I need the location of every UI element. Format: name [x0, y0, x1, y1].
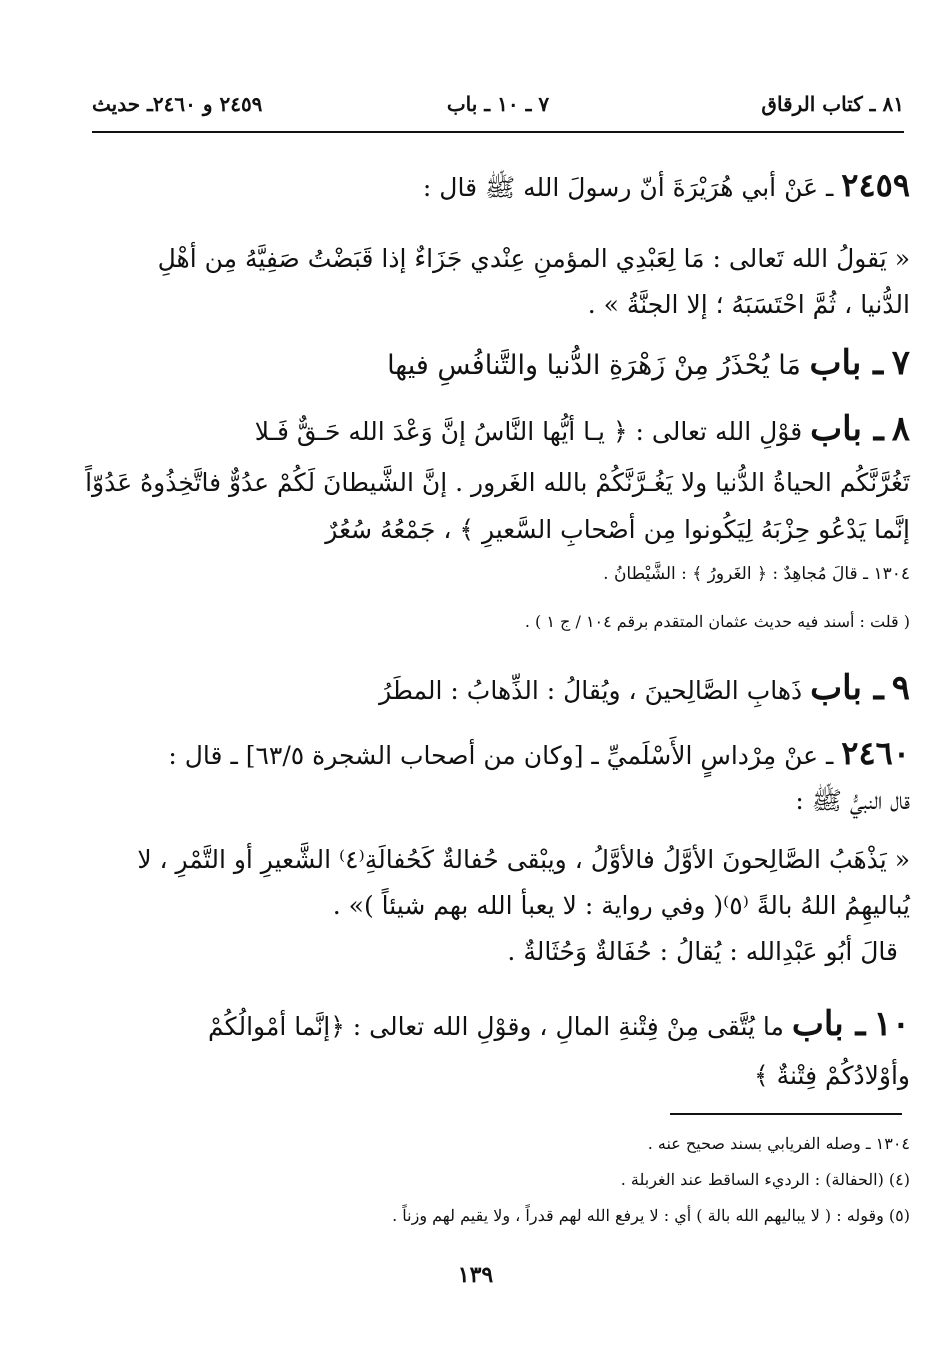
footnote-item: (٥) وقوله : ( لا يباليهم الله بالة ) أي : لا يرفع الله لهم قدراً ، ولا يقيم لهم وزناً .	[392, 1206, 910, 1225]
running-header	[92, 86, 904, 126]
bab-7-heading: ٧ ـ باب مَا يُحْذَرُ مِنْ زَهْرَةِ الدُّنيا والتَّنافُسِ فيها	[387, 343, 910, 383]
abu-abdillah-note: قالَ أبُو عَبْدِالله : يُقالُ : حُفَالةٌ وَحُثَالةٌ .	[507, 937, 898, 966]
hadith-2460-text	[88, 836, 910, 976]
bab-10-heading: ١٠ ـ باب ما يُتَّقى مِنْ فِتْنةِ المالِ ، وقوْلِ الله تعالى : ﴿إنَّما أمْوالُكُمْ وأوْلادُكُمْ فِتْنةٌ ﴾	[88, 998, 910, 1099]
bab-label: باب	[810, 409, 862, 449]
hadith-number: ٢٤٦٠	[841, 734, 910, 772]
hadith-text-line: الدُّنيا ، ثُمَّ احْتَسَبَهُ ؛ إلا الجنَّةُ » .	[587, 290, 910, 319]
bab-title: قوْلِ الله تعالى : ﴿ يـا أيُّها النَّاسُ إنَّ وَعْدَ الله حَـقٌّ فَـلا	[254, 417, 803, 446]
bab-text-line: تَغُرَّنَّكُم الحياةُ الدُّنيا ولا يَغُـرَّنَّكُمْ بالله الغَرور . إنَّ الشَّيطانَ لَكُمْ عدُوٌّ فاتَّخِذُوهُ عَدُوّاً	[85, 468, 910, 497]
footnote-item: ١٣٠٤ ـ وصله الفريابي بسند صحيح عنه .	[647, 1134, 910, 1153]
hadith-intro-text: قال النبيُّ ﷺ :	[795, 786, 910, 815]
muallaq-1304: ١٣٠٤ ـ قالَ مُجاهِدٌ : ﴿ الغَرورُ ﴾ : الشَّيْطانُ .	[603, 564, 910, 584]
bab-label: باب	[809, 343, 862, 383]
hadith-intro-text: ـ عَنْ أبي هُرَيْرَةَ أنّ رسولَ الله ﷺ قال :	[422, 173, 834, 202]
bab-title: ما يُتَّقى مِنْ فِتْنةِ المالِ ، وقوْلِ الله تعالى : ﴿إنَّما أمْوالُكُمْ	[208, 1012, 784, 1041]
hadith-intro-text: ـ عنْ مِرْداسٍ الأَسْلَميِّ ـ [وكان من أصحاب الشجرة ٦٣/٥] ـ قال :	[168, 741, 834, 770]
bab-number: ٧	[891, 343, 910, 383]
bab-8-qultu	[88, 612, 910, 631]
footnote-rule	[670, 1113, 902, 1115]
footnote-item: (٤) (الحفالة) : الرديء الساقط عند الغربلة .	[620, 1170, 910, 1189]
hadith-text-line: « يَذْهَبُ الصَّالِحونَ الأوَّلُ فالأوَّلُ ، ويبْقى حُفالةٌ كَحُفالَةِ⁽٤⁾ الشَّعيرِ أو التَّمْرِ ، لا	[137, 845, 910, 874]
footnotes	[88, 1126, 910, 1234]
hadith-text-line: يُباليهِمُ اللهُ بالةً ⁽٥⁾( وفي رواية : لا يعبأ الله بهم شيئاً )» .	[332, 891, 910, 920]
bab-label: باب	[810, 668, 862, 708]
bab-text-line: إنَّما يَدْعُو حِزْبَهُ لِيَكُونوا مِن أصْحابِ السَّعيرِ ﴾ ، جَمْعُهُ سُعُرٌ	[325, 515, 910, 544]
bab-title: مَا يُحْذَرُ مِنْ زَهْرَةِ الدُّنيا والتَّنافُسِ فيها	[387, 350, 801, 381]
qultu-note: ( قلت : أسند فيه حديث عثمان المتقدم برقم ١٠٤ / ج ١ ) .	[524, 612, 910, 631]
hadith-number: ٢٤٥٩	[841, 166, 910, 204]
bab-number: ١٠	[873, 1004, 910, 1044]
hadith-text-line: « يَقولُ الله تَعالى : مَا لِعَبْدِي المؤمنِ عِنْدي جَزَاءٌ إذا قَبَضْتُ صَفِيَّهُ مِن أهْلِ	[157, 244, 910, 273]
bab-8-note	[88, 563, 910, 584]
hadith-2459-text	[88, 236, 910, 328]
header-bab-range: ٧ ـ ١٠ ـ باب	[446, 92, 550, 116]
bab-8-heading: ٨ ـ باب قوْلِ الله تعالى : ﴿ يـا أيُّها النَّاسُ إنَّ وَعْدَ الله حَـقٌّ فَـلا تَغُرَّنَّكُم الحياةُ الدُّنيا ولا يَغُـرَّنَّكُمْ بالله الغَرور . إنَّ الشَّيطانَ لَكُمْ عدُوٌّ فاتَّخِذُوهُ عَدُوّاً إنَّما يَدْعُو حِزْبَهُ لِيَكُونوا مِن أصْحابِ السَّعيرِ ﴾ ، جَمْعُهُ سُعُرٌ	[88, 403, 910, 552]
bab-number: ٨	[891, 409, 910, 449]
bab-9-heading: ٩ ـ باب ذَهابِ الصَّالِحينَ ، ويُقالُ : الذِّهابُ : المطَرُ	[379, 668, 910, 708]
hadith-2460-intro	[88, 730, 910, 823]
page-number: ١٣٩	[457, 1262, 494, 1288]
header-chapter: ٨١ ـ كتاب الرقاق	[761, 92, 904, 116]
header-rule	[92, 131, 904, 133]
header-hadith-range: ٢٤٥٩ و ٢٤٦٠ـ حديث	[92, 92, 263, 116]
bab-number: ٩	[891, 668, 910, 708]
bab-text-line: وأوْلادُكُمْ فِتْنةٌ ﴾	[753, 1061, 910, 1090]
bab-label: باب	[791, 1004, 844, 1044]
bab-title: ذَهابِ الصَّالِحينَ ، ويُقالُ : الذِّهابُ : المطَرُ	[379, 676, 803, 705]
hadith-2459-intro	[88, 166, 910, 209]
